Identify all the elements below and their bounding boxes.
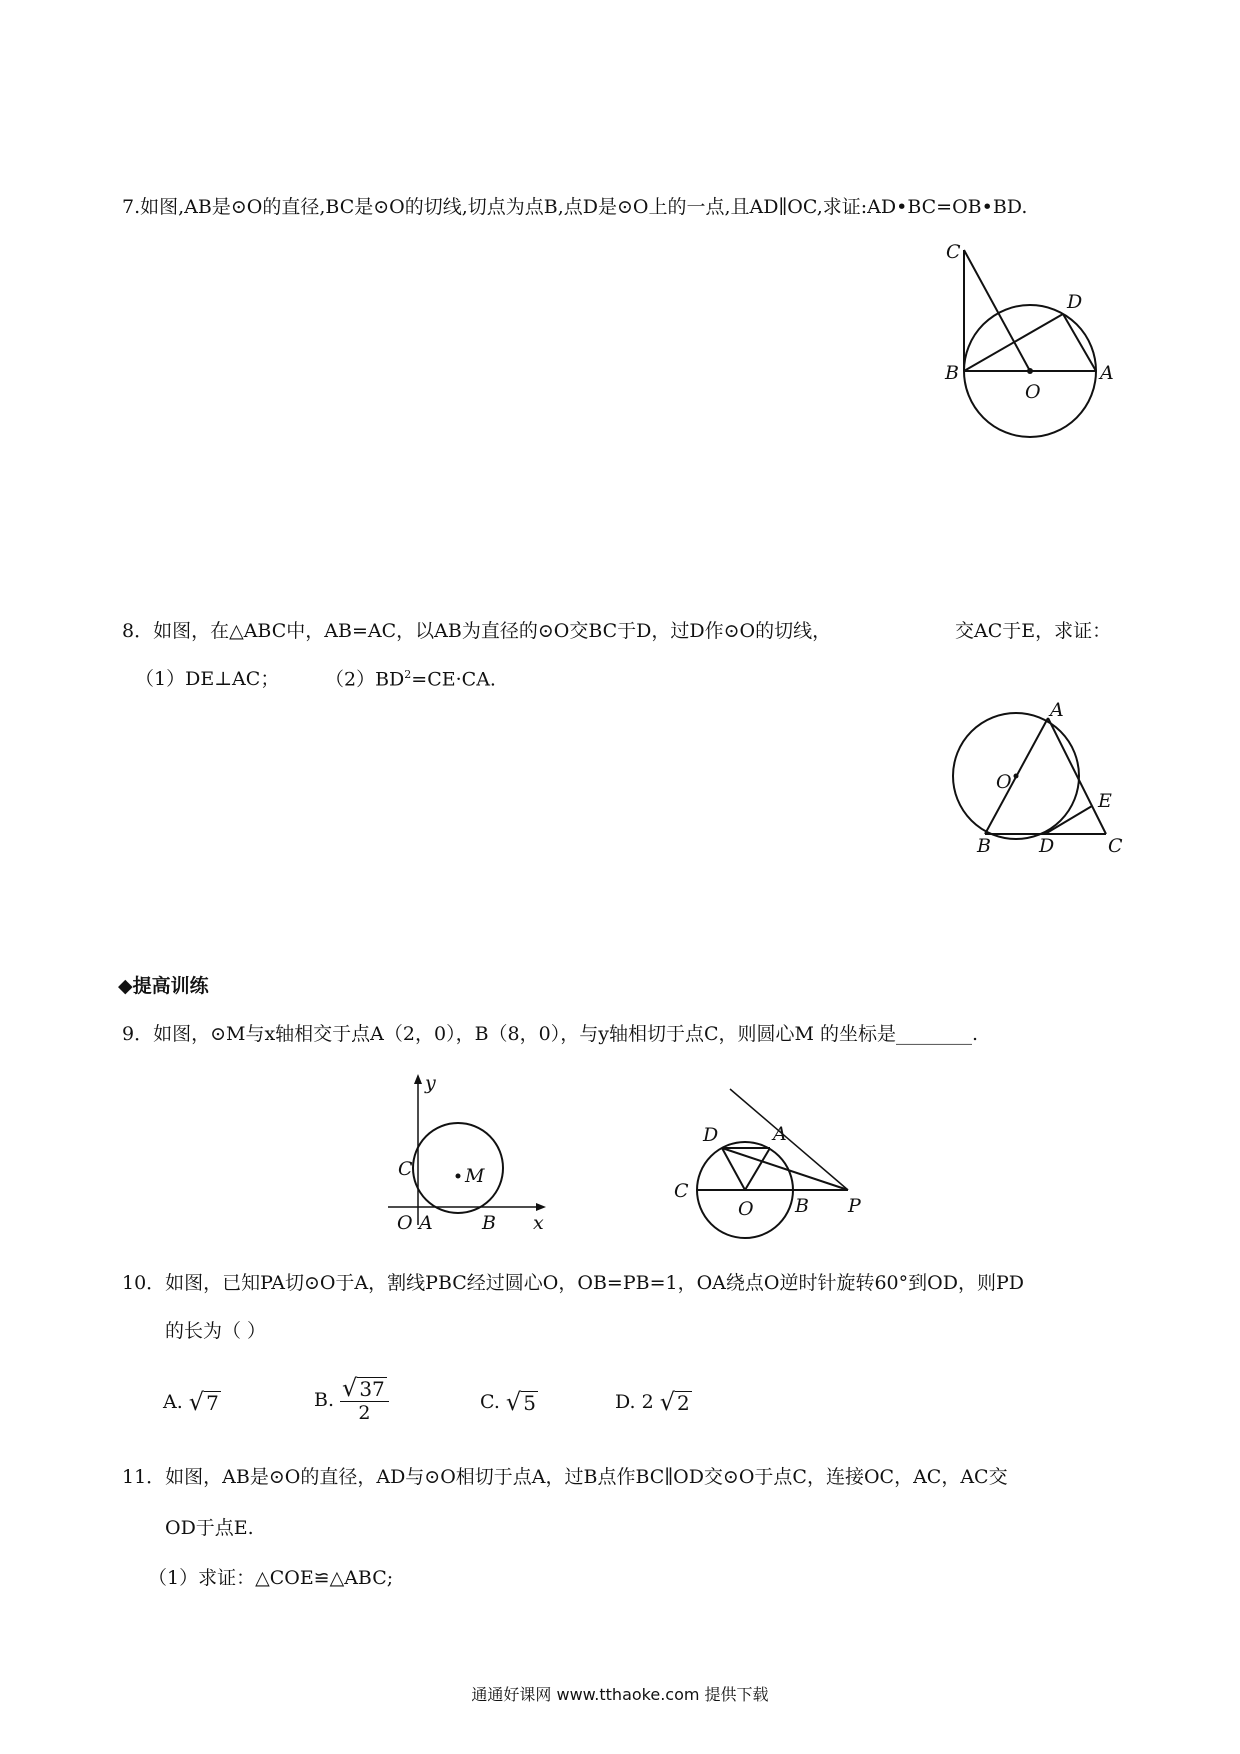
q8-label-c: C — [1108, 835, 1123, 857]
q9-label-o: O — [397, 1212, 413, 1234]
q8-part1: （1）DE⊥AC； — [135, 668, 280, 690]
q9-label-x: x — [533, 1212, 544, 1234]
q10-option-c: C. √ 5 — [480, 1388, 536, 1416]
q11-line1: 11．如图，AB是⊙O的直径，AD与⊙O相切于点A，过B点作BC∥OD交⊙O于点C，连接OC，AC，AC交 — [122, 1466, 1008, 1488]
q9-label-a: A — [419, 1212, 433, 1234]
q8-side-ac — [1048, 718, 1106, 834]
q10-line2: 的长为（ ） — [165, 1320, 267, 1342]
q8-figure — [940, 700, 1140, 860]
q10-option-a: A. √ 7 — [163, 1388, 219, 1416]
q8-label-b: B — [977, 835, 991, 857]
q8-label-a: A — [1050, 699, 1064, 721]
q7-segment-ad — [1063, 314, 1096, 371]
q9-figure — [380, 1070, 560, 1234]
q10-label-b: B — [795, 1195, 809, 1217]
q10-label-d: D — [703, 1124, 719, 1146]
q7-label-c: C — [946, 241, 961, 263]
q11-part1: （1）求证：△COE≌△ABC; — [148, 1567, 394, 1589]
q7-label-b: B — [945, 362, 959, 384]
q10-line1: 10．如图，已知PA切⊙O于A，割线PBC经过圆心O，OB=PB=1，OA绕点O逆时针旋转60°到OD，则PD — [122, 1272, 1024, 1294]
q7-label-d: D — [1067, 291, 1083, 313]
q8-text-a: 8．如图，在△ABC中，AB=AC，以AB为直径的⊙O交BC于D，过D作⊙O的切线， — [122, 620, 832, 642]
q9-center-dot — [456, 1174, 461, 1179]
q10-label-p: P — [848, 1195, 861, 1217]
q7-label-a: A — [1100, 362, 1114, 384]
q7-figure — [938, 236, 1138, 456]
q8-label-e: E — [1098, 790, 1112, 812]
q7-text: 7.如图,AB是⊙O的直径,BC是⊙O的切线,切点为点B,点D是⊙O上的一点,且AD∥OC,求证:AD•BC=OB•BD. — [122, 196, 1028, 218]
q10-option-b: B. √ 37 2 — [314, 1376, 389, 1424]
q10-segment-oa — [745, 1148, 770, 1190]
q10-label-o: O — [738, 1198, 754, 1220]
q9-y-arrow — [414, 1074, 422, 1084]
q10-option-d: D. 2 √ 2 — [615, 1388, 690, 1416]
q10-label-c: C — [674, 1180, 689, 1202]
q9-label-y: y — [425, 1072, 436, 1094]
q9-text: 9．如图，⊙M与x轴相交于点A（2，0），B（8，0），与y轴相切于点C，则圆心M 的坐标是________. — [122, 1023, 979, 1045]
q8-label-d: D — [1039, 835, 1055, 857]
q10-figure — [670, 1070, 890, 1230]
page-footer: 通通好课网 www.tthaoke.com 提供下载 — [471, 1685, 769, 1704]
q8-text-b: 交AC于E，求证： — [955, 620, 1112, 642]
q7-segment-bd — [964, 314, 1063, 371]
q10-label-a: A — [773, 1123, 787, 1145]
q9-circle — [413, 1123, 503, 1213]
q7-center-dot — [1027, 368, 1033, 374]
section-title: ◆提高训练 — [118, 975, 209, 997]
q9-label-b: B — [482, 1212, 496, 1234]
q9-label-m: M — [465, 1165, 485, 1187]
q9-x-arrow — [536, 1203, 546, 1211]
q11-line2: OD于点E. — [165, 1517, 254, 1539]
q8-center-dot — [1014, 774, 1019, 779]
q8-label-o: O — [996, 771, 1012, 793]
q9-label-c: C — [398, 1158, 413, 1180]
q8-part2: $(2)BD^2=CE\cdot CA$. — [325, 668, 496, 691]
q7-label-o: O — [1025, 381, 1041, 403]
q10-tangent-pa — [730, 1089, 848, 1190]
